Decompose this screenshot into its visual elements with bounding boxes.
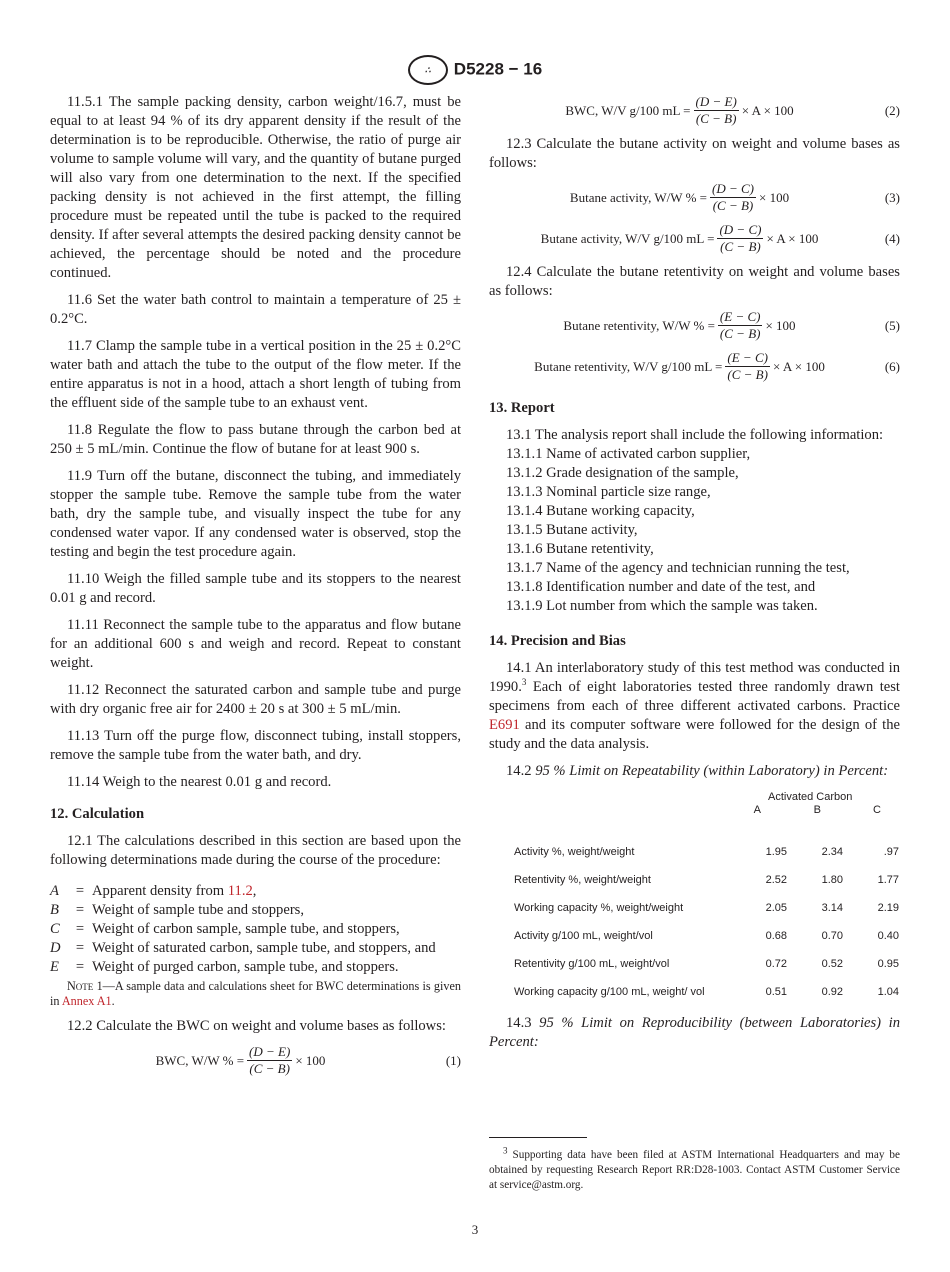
list-item: 13.1.8 Identification number and date of the test, and	[506, 579, 816, 595]
eq-lhs: BWC, W/V g/100 mL =	[565, 103, 691, 118]
row-label: Retentivity g/100 mL, weight/vol	[514, 958, 670, 970]
eq-lhs: Butane activity, W/V g/100 mL =	[540, 231, 715, 246]
annex-link[interactable]: Annex A1	[61, 994, 112, 1008]
eq-number: (4)	[884, 231, 900, 246]
paragraph: 11.5.1 The sample packing density, carbon weight/16.7, must be equal to at least 94 % of its dry apparent density if the result of the determination is to be reproducible. Otherwise, the ratio of purge air volume to sample volume will vary, and the quantity of butane purged will also vary from one determination to the next. If the specified packing density is not achieved in the first attempt, the filling procedure must be repeated until the tube is packed to the required density. If after several attempts the desired packing density cannot be achieved, the percentage should be noted and the procedure continued.	[50, 94, 461, 281]
paragraph: 11.14 Weigh to the nearest 0.01 g and record.	[67, 774, 332, 790]
paragraph: 11.8 Regulate the flow to pass butane through the carbon bed at 250 ± 5 mL/min. Continue the flow of butane for at least 900 s.	[50, 422, 461, 457]
variable: C	[50, 921, 60, 937]
list-item: 13.1.3 Nominal particle size range,	[506, 484, 711, 500]
eq-tail: × A × 100	[741, 103, 794, 118]
cell-value: 2.19	[877, 902, 899, 914]
cell-value: 3.14	[821, 902, 843, 914]
footnote-text: Supporting data have been filed at ASTM International Headquarters and may be obtained by requesting Research Report RR:D28-1003. Contact ASTM Customer Service at service@astm.org.	[489, 1149, 900, 1191]
cell-value: 0.52	[821, 958, 843, 970]
subheading: 95 % Limit on Reproducibility (between Laboratories) in Percent:	[489, 1015, 900, 1050]
report-items-list	[489, 445, 900, 616]
page-header	[0, 55, 950, 85]
eq-numerator: (D − E)	[249, 1044, 291, 1059]
cell-value: 2.52	[765, 874, 787, 886]
paragraph: 11.13 Turn off the purge flow, disconnect tubing, install stoppers, remove the sample tube from the water bath, and dry.	[50, 728, 461, 763]
definition: D = Weight of saturated carbon, sample tube, and stoppers, and	[50, 939, 461, 958]
cell-value: 1.77	[877, 874, 899, 886]
variable: A	[50, 883, 59, 899]
eq-lhs: Butane retentivity, W/W % =	[563, 318, 715, 333]
paragraph: 11.12 Reconnect the saturated carbon and sample tube and purge with dry organic free air for 2400 ± 20 s at 300 ± 5 mL/min.	[50, 682, 461, 717]
eq-lhs: Butane retentivity, W/V g/100 mL =	[534, 359, 723, 374]
definition-text: Weight of saturated carbon, sample tube, and stoppers, and	[92, 940, 436, 956]
section-heading: 12. Calculation	[50, 806, 145, 822]
eq-denominator: (C − B)	[712, 198, 754, 213]
eq-lhs: BWC, W/W % =	[155, 1053, 245, 1068]
eq-numerator: (E − C)	[719, 309, 761, 324]
list-item: 13.1.5 Butane activity,	[506, 522, 638, 538]
table-row	[489, 986, 900, 999]
definitions-list	[50, 882, 461, 977]
variable: E	[50, 959, 59, 975]
text: Each of eight laboratories tested three randomly drawn test specimens from each of three different activated carbons. Practice	[489, 679, 900, 714]
table-header-row	[489, 804, 900, 817]
eq-numerator: (D − E)	[695, 94, 737, 109]
eq-denominator: (C − B)	[720, 239, 761, 254]
eq-numerator: (D − C)	[719, 222, 762, 237]
e691-link[interactable]: E691	[489, 717, 520, 733]
equation-4	[489, 222, 900, 255]
row-label: Activity g/100 mL, weight/vol	[514, 930, 653, 942]
column-header: A	[753, 804, 761, 816]
table-row	[489, 846, 900, 859]
list-item: 13.1.9 Lot number from which the sample was taken.	[506, 598, 818, 614]
cell-value: 1.95	[765, 846, 787, 858]
cell-value: .97	[883, 846, 899, 858]
text: 14.1 An interlaboratory study of this test method was conducted in 1990.	[489, 660, 900, 695]
cell-value: 0.68	[765, 930, 787, 942]
equation-6	[489, 350, 900, 383]
definition: E = Weight of purged carbon, sample tube, and stoppers.	[50, 958, 461, 977]
footnote	[489, 1145, 900, 1193]
footnote-ref[interactable]: 3	[521, 677, 527, 688]
variable: B	[50, 902, 59, 918]
variable: D	[50, 940, 61, 956]
cell-value: 0.51	[765, 986, 787, 998]
table-row	[489, 874, 900, 887]
paragraph	[489, 1014, 900, 1052]
list-item: 13.1.6 Butane retentivity,	[506, 541, 654, 557]
paragraph: 11.11 Reconnect the sample tube to the apparatus and flow butane for an additional 600 s and weigh and record. Repeat to constant weight.	[50, 617, 461, 671]
table-group-header: Activated Carbon	[768, 791, 853, 803]
definition-text: Weight of sample tube and stoppers,	[92, 902, 305, 918]
note-label: Note	[67, 979, 94, 993]
footnote-divider	[489, 1137, 587, 1138]
paragraph: 12.4 Calculate the butane retentivity on weight and volume bases as follows:	[489, 264, 900, 299]
equation-1	[50, 1044, 461, 1077]
eq-numerator: (E − C)	[727, 350, 768, 365]
definition-text: Weight of carbon sample, sample tube, and stoppers,	[92, 921, 400, 937]
eq-number: (3)	[884, 190, 900, 205]
eq-lhs: Butane activity, W/W % =	[569, 190, 707, 205]
table-row	[489, 930, 900, 943]
row-label: Activity %, weight/weight	[514, 846, 635, 858]
paragraph: 12.2 Calculate the BWC on weight and volume bases as follows:	[67, 1018, 446, 1034]
eq-denominator: (C − B)	[249, 1061, 290, 1076]
definition: B = Weight of sample tube and stoppers,	[50, 901, 461, 920]
designation: D5228 − 16	[453, 59, 543, 79]
paragraph: 12.3 Calculate the butane activity on weight and volume bases as follows:	[489, 136, 900, 171]
table-row	[489, 958, 900, 971]
eq-tail: × 100	[765, 318, 796, 333]
note-text: 1—A sample data and calculations sheet for BWC determinations is given in	[50, 979, 461, 1008]
cell-value: 0.72	[765, 958, 787, 970]
paragraph: 13.1 The analysis report shall include the following information:	[506, 427, 884, 443]
eq-denominator: (C − B)	[719, 326, 761, 341]
cell-value: 1.80	[821, 874, 843, 886]
eq-numerator: (D − C)	[711, 181, 754, 196]
cell-value: 0.95	[877, 958, 899, 970]
eq-denominator: (C − B)	[695, 111, 737, 126]
row-label: Retentivity %, weight/weight	[514, 874, 651, 886]
eq-number: (5)	[884, 318, 900, 333]
eq-tail: × A × 100	[772, 359, 825, 374]
eq-number: (2)	[884, 103, 900, 118]
cell-value: 0.40	[877, 930, 899, 942]
repeatability-table	[489, 791, 900, 999]
paragraph: 11.6 Set the water bath control to maintain a temperature of 25 ± 0.2°C.	[50, 292, 461, 327]
text: 14.2	[506, 763, 536, 779]
list-item: 13.1.4 Butane working capacity,	[506, 503, 695, 519]
right-column	[489, 94, 900, 1060]
note: Note 1—A sample data and calculations sheet for BWC determinations is given in Annex A1.	[50, 979, 461, 1008]
column-header: B	[813, 804, 821, 816]
cell-value: 0.70	[821, 930, 843, 942]
column-header: C	[873, 804, 881, 816]
text: 14.3	[506, 1015, 540, 1031]
cell-value: 2.34	[821, 846, 843, 858]
paragraph: 11.10 Weigh the filled sample tube and its stoppers to the nearest 0.01 g and record.	[50, 571, 461, 606]
footnote-mark: 3	[503, 1145, 508, 1156]
paragraph: 12.1 The calculations described in this section are based upon the following determinations made during the course of the procedure:	[50, 833, 461, 868]
row-label: Working capacity g/100 mL, weight/ vol	[514, 986, 705, 998]
equation-5	[489, 309, 900, 342]
list-item: 13.1.1 Name of activated carbon supplier,	[506, 446, 751, 462]
text: and its computer software were followed for the design of the study and the data analysis.	[489, 717, 900, 752]
paragraph: 11.9 Turn off the butane, disconnect the tubing, and immediately stopper the sample tube. Remove the sample tube from the water bath, dry the sample tube, and visually inspect the tube for any condensed water vapor. If any condensed water is observed, stop the testing and begin the test procedure again.	[50, 468, 461, 560]
definition: C = Weight of carbon sample, sample tube, and stoppers,	[50, 920, 461, 939]
table-row	[489, 902, 900, 915]
section-link[interactable]: 11.2	[227, 883, 253, 899]
cell-value: 0.92	[821, 986, 843, 998]
eq-denominator: (C − B)	[727, 367, 768, 382]
paragraph	[489, 762, 900, 781]
row-label: Working capacity %, weight/weight	[514, 902, 684, 914]
cell-value: 1.04	[877, 986, 899, 998]
paragraph	[489, 659, 900, 754]
cell-value: 2.05	[765, 902, 787, 914]
punct: ,	[252, 883, 257, 899]
list-item: 13.1.2 Grade designation of the sample,	[506, 465, 739, 481]
astm-logo: ∴	[408, 55, 448, 85]
eq-number: (6)	[884, 359, 900, 374]
definition-text: Weight of purged carbon, sample tube, and stoppers.	[92, 959, 399, 975]
subheading: 95 % Limit on Repeatability (within Laboratory) in Percent:	[535, 763, 889, 779]
section-heading: 14. Precision and Bias	[489, 633, 626, 649]
paragraph: 11.7 Clamp the sample tube in a vertical position in the 25 ± 0.2°C water bath and attach the tube to the output of the flow meter. If the entire apparatus is not in a hood, attach a short length of tubing from the effluent side of the sample tube to an exhaust vent.	[50, 338, 461, 411]
list-item: 13.1.7 Name of the agency and technician running the test,	[506, 560, 850, 576]
eq-tail: × 100	[758, 190, 790, 205]
eq-number: (1)	[445, 1053, 461, 1068]
definition-text: Apparent density from	[92, 883, 228, 899]
eq-tail: × A × 100	[766, 231, 819, 246]
definition: A = Apparent density from 11.2,	[50, 883, 257, 899]
page-number: 3	[471, 1222, 479, 1237]
equation-2	[489, 94, 900, 127]
eq-tail: × 100	[295, 1053, 326, 1068]
left-column	[50, 93, 461, 1085]
equation-3	[489, 181, 900, 214]
section-heading: 13. Report	[489, 400, 555, 416]
